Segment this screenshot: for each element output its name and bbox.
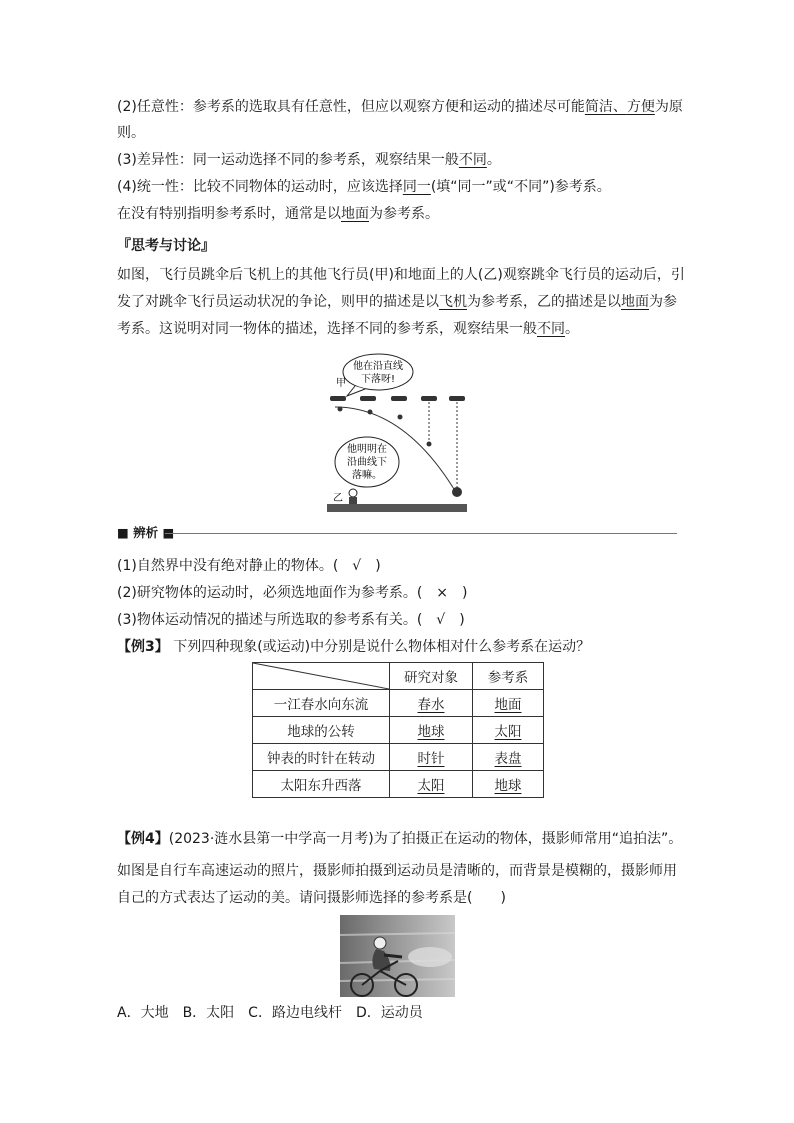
table-cell: 一江春水向东流 xyxy=(253,690,390,717)
table-cell: 太阳 xyxy=(473,717,544,744)
para-arbitrariness-cont: 则。 xyxy=(117,125,145,141)
label-yi: 乙 xyxy=(333,493,343,504)
answer-blank: 飞机 xyxy=(439,294,467,310)
answer-blank: 地面 xyxy=(621,294,649,310)
text: (2)任意性：参考系的选取具有任意性，但应以观察方便和运动的描述尽可能 xyxy=(117,99,585,115)
text: (4)统一性：比较不同物体的运动时，应该选择 xyxy=(117,179,403,195)
table-cell: 春水 xyxy=(390,690,473,717)
table-cell: 表盘 xyxy=(473,744,544,771)
text: (填“同一”或“不同”)参考系。 xyxy=(430,179,611,195)
table-row xyxy=(253,717,544,744)
think-para-line2 xyxy=(117,292,677,312)
text: 。 xyxy=(486,152,501,168)
bubble-bottom-text-3: 落嘛。 xyxy=(352,470,382,481)
bubble-top-text-2: 下落呀! xyxy=(360,374,396,385)
divider xyxy=(165,533,677,534)
bubble-bottom-text-2: 沿曲线下 xyxy=(347,457,387,468)
answer-blank: 简洁 xyxy=(584,99,613,115)
table-row xyxy=(253,744,544,771)
table-row xyxy=(253,690,544,717)
analysis-label: ■ 辨析 ■ xyxy=(117,525,175,540)
person-body xyxy=(349,497,357,504)
cyclist-photo xyxy=(340,915,455,997)
answer-blank: 地面 xyxy=(341,206,369,222)
ground xyxy=(327,504,467,512)
table-cell: 时针 xyxy=(390,744,473,771)
think-para-line1: 如图，飞行员跳伞后飞机上的其他飞行员(甲)和地面上的人(乙)观察跳伞飞行员的运动后，引 xyxy=(117,267,685,283)
text: 在没有特别指明参考系时，通常是以 xyxy=(117,206,341,222)
answer-blank: 不同 xyxy=(537,321,565,337)
person-icon xyxy=(349,489,357,497)
para-difference xyxy=(117,150,501,170)
table-cell: 太阳 xyxy=(390,771,473,798)
example-4-line2: 如图是自行车高速运动的照片，摄影师拍摄到运动员是清晰的，而背景是模糊的，摄影师用 xyxy=(117,863,677,879)
blurred-car xyxy=(408,947,452,967)
parachute-illustration xyxy=(325,352,470,517)
text: 为参考系，乙的描述是以 xyxy=(467,294,621,310)
example-text: (2023·涟水县第一中学高一月考)为了拍摄正在运动的物体，摄影师常用“追拍法”。 xyxy=(168,831,683,847)
answer-blank: 同一 xyxy=(402,179,431,195)
text: (3)差异性：同一运动选择不同的参考系，观察结果一般 xyxy=(117,152,459,168)
diagonal-line xyxy=(253,663,389,689)
judge-item-1: (1)自然界中没有绝对静止的物体。( √ ) xyxy=(117,558,381,574)
table-cell: 地球 xyxy=(473,771,544,798)
table-cell: 钟表的时针在转动 xyxy=(253,744,390,771)
example-4 xyxy=(117,829,682,849)
example-tag: 【例3】 xyxy=(117,639,169,655)
para-arbitrariness xyxy=(117,97,683,117)
think-discuss-title: 『思考与讨论』 xyxy=(117,238,215,254)
table-header-cell: 研究对象 xyxy=(390,663,473,690)
table-cell: 太阳东升西落 xyxy=(253,771,390,798)
judge-item-3: (3)物体运动情况的描述与所选取的参考系有关。( √ ) xyxy=(117,612,465,628)
label-jia: 甲 xyxy=(336,378,346,389)
example-4-line3: 自己的方式表达了运动的美。请问摄影师选择的参考系是( ) xyxy=(117,890,506,906)
answer-blank: 方便 xyxy=(626,99,655,115)
bubble-bottom-text-1: 他明明在 xyxy=(347,444,387,455)
plane-icons xyxy=(330,396,465,401)
text: 为原 xyxy=(654,99,683,115)
text: 为参考系。 xyxy=(369,206,439,222)
table-cell: 地球 xyxy=(390,717,473,744)
table-cell: 地面 xyxy=(473,690,544,717)
table-header-row xyxy=(253,663,544,690)
answer-choices: A．大地 B．太阳 C．路边电线杆 D．运动员 xyxy=(117,1005,423,1021)
text: 考系。这说明对同一物体的描述，选择不同的参考系，观察结果一般 xyxy=(117,321,537,337)
answer-blank: 、 xyxy=(612,99,627,115)
table-row xyxy=(253,771,544,798)
text: 。 xyxy=(565,321,579,337)
think-para-line3 xyxy=(117,319,579,339)
judge-item-2: (2)研究物体的运动时，必须选地面作为参考系。( × ) xyxy=(117,585,468,601)
para-uniformity xyxy=(117,177,611,197)
text: 为参 xyxy=(649,294,677,310)
table-cell: 地球的公转 xyxy=(253,717,390,744)
answer-blank: 不同 xyxy=(458,152,487,168)
para-default-frame xyxy=(117,204,439,224)
reference-frame-table xyxy=(252,662,544,798)
table-header-cell: 参考系 xyxy=(473,663,544,690)
table-diagonal-cell xyxy=(253,663,390,690)
bubble-top-text-1: 他在沿直线 xyxy=(353,361,403,372)
text: 发了对跳伞飞行员运动状况的争论，则甲的描述是以 xyxy=(117,294,439,310)
example-text: 下列四种现象(或运动)中分别是说什么物体相对什么参考系在运动？ xyxy=(173,639,591,655)
analysis-header xyxy=(117,525,677,541)
example-tag: 【例4】 xyxy=(117,831,169,847)
example-3 xyxy=(117,637,590,657)
